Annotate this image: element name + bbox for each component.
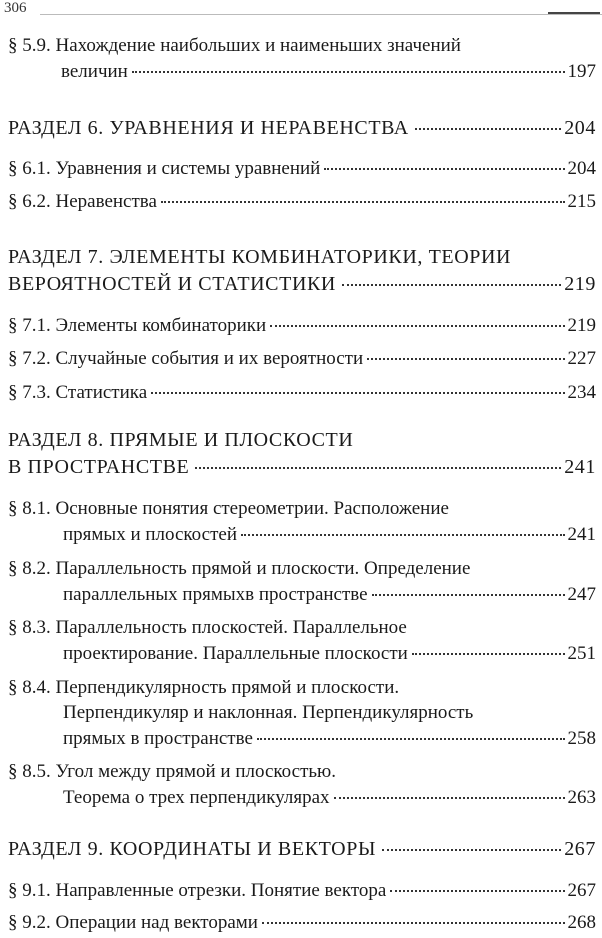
toc-entry-page: 197 — [567, 61, 596, 82]
toc-entry-title: § 8.5. Угол между прямой и плоскостью. — [8, 761, 336, 782]
toc-entry-title: § 7.2. Случайные события и их вероятности — [8, 348, 364, 369]
toc-entry-title-cont: параллельных прямыхв пространстве — [63, 584, 368, 605]
dot-leader — [342, 284, 561, 286]
toc-entry-leader-line — [8, 116, 596, 140]
toc-entry-page: 267 — [567, 880, 596, 901]
toc-section-title: РАЗДЕЛ 6. УРАВНЕНИЯ И НЕРАВЕНСТВА — [8, 117, 409, 139]
toc-section-title-cont: В ПРОСТРАНСТВЕ — [8, 456, 190, 478]
toc-entry-title: § 8.1. Основные понятия стереометрии. Расположение — [8, 498, 449, 519]
toc-entry-title: § 7.1. Элементы комбинаторики — [8, 315, 267, 336]
dot-leader — [151, 392, 564, 394]
toc-entry-leader-line — [8, 347, 596, 371]
toc-entry-title: § 8.4. Перпендикулярность прямой и плоскости. — [8, 677, 400, 698]
dot-leader — [415, 128, 561, 130]
toc-entry-page: 263 — [567, 787, 596, 808]
toc-entry-title: § 8.2. Параллельность прямой и плоскости. Определение — [8, 558, 471, 579]
toc-section-title: РАЗДЕЛ 9. КООРДИНАТЫ И ВЕКТОРЫ — [8, 838, 376, 860]
toc-entry-leader-line — [8, 837, 596, 861]
toc-entry-page: 258 — [567, 728, 596, 749]
toc-entry-title: § 6.2. Неравенства — [8, 191, 157, 212]
toc-entry-title: § 5.9. Нахождение наибольших и наименьших значений — [8, 35, 461, 56]
toc-entry-page: 267 — [564, 838, 596, 860]
toc-entry-page: 204 — [567, 158, 596, 179]
toc-entry-page: 251 — [567, 643, 596, 664]
toc-entry-leader-line — [63, 523, 596, 547]
header-rule-accent — [548, 12, 600, 14]
dot-leader — [132, 71, 565, 73]
toc-entry-page: 241 — [564, 456, 596, 478]
toc-entry-leader-line — [63, 583, 596, 607]
dot-leader — [257, 738, 565, 740]
dot-leader — [241, 534, 565, 536]
toc-section-title-cont: ВЕРОЯТНОСТЕЙ И СТАТИСТИКИ — [8, 273, 336, 295]
toc-entry-leader-line — [8, 157, 596, 181]
dot-leader — [195, 467, 561, 469]
toc-entry-page: 268 — [567, 912, 596, 933]
toc-entry-title-cont: проектирование. Параллельные плоскости — [63, 643, 408, 664]
toc-entry-title-cont: Теорема о трех перпендикулярах — [63, 787, 330, 808]
toc-entry-title-cont: прямых в пространстве — [63, 728, 253, 749]
dot-leader — [334, 797, 565, 799]
toc-entry-leader-line — [8, 911, 596, 935]
toc-entry-title: § 9.1. Направленные отрезки. Понятие вектора — [8, 880, 387, 901]
page-number: 306 — [4, 0, 27, 16]
toc-section-title: РАЗДЕЛ 7. ЭЛЕМЕНТЫ КОМБИНАТОРИКИ, ТЕОРИИ — [8, 246, 512, 268]
toc-entry-leader-line — [63, 786, 596, 810]
dot-leader — [382, 849, 561, 851]
toc-entry-page: 215 — [567, 191, 596, 212]
dot-leader — [270, 325, 564, 327]
toc-entry-leader-line — [8, 272, 596, 296]
toc-entry-title: § 9.2. Операции над векторами — [8, 912, 258, 933]
toc-entry-leader-line — [8, 879, 596, 903]
dot-leader — [161, 201, 565, 203]
toc-entry-leader-line — [8, 314, 596, 338]
dot-leader — [372, 594, 565, 596]
toc-entry-page: 204 — [564, 117, 596, 139]
toc-entry-leader-line — [63, 642, 596, 666]
toc-entry-title: § 8.3. Параллельность плоскостей. Параллельное — [8, 617, 407, 638]
toc-entry-title: § 7.3. Статистика — [8, 382, 148, 403]
dot-leader — [390, 890, 564, 892]
toc-entry-title-cont: Перпендикуляр и наклонная. Перпендикулярность — [63, 702, 474, 723]
toc-entry-title-cont: величин — [61, 61, 128, 82]
toc-entry-title-cont: прямых и плоскостей — [63, 524, 237, 545]
toc-section-title: РАЗДЕЛ 8. ПРЯМЫЕ И ПЛОСКОСТИ — [8, 429, 354, 451]
header-rule — [40, 14, 602, 15]
toc-entry-title: § 6.1. Уравнения и системы уравнений — [8, 158, 321, 179]
toc-entry-leader-line — [63, 727, 596, 751]
toc-entry-page: 247 — [567, 584, 596, 605]
toc-entry-page: 234 — [567, 382, 596, 403]
toc-entry-page: 227 — [567, 348, 596, 369]
toc-entry-leader-line — [8, 455, 596, 479]
toc-entry-leader-line — [8, 381, 596, 405]
dot-leader — [412, 653, 565, 655]
toc-entry-leader-line — [8, 190, 596, 214]
dot-leader — [262, 922, 565, 924]
toc-entry-page: 219 — [567, 315, 596, 336]
dot-leader — [324, 168, 564, 170]
toc-entry-leader-line — [61, 60, 596, 84]
toc-entry-page: 241 — [567, 524, 596, 545]
toc-entry-page: 219 — [564, 273, 596, 295]
dot-leader — [367, 358, 564, 360]
